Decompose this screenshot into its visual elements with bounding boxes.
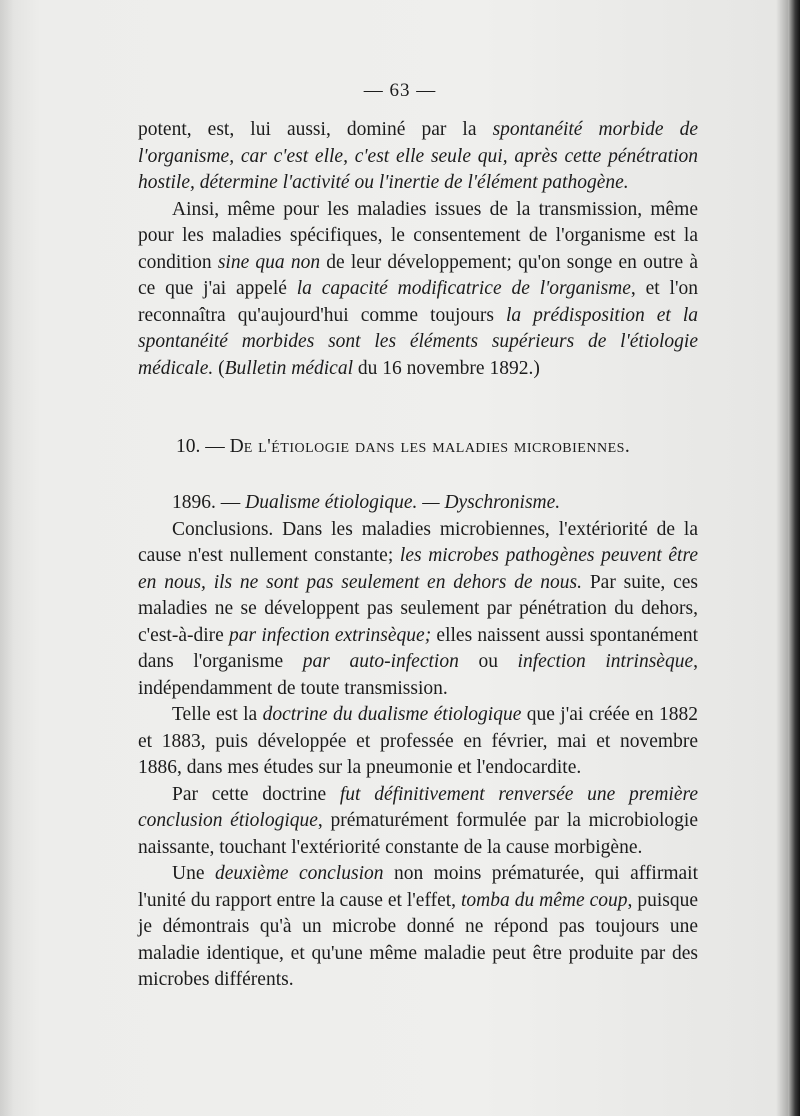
section-title: e l'étiologie dans les maladies microbiennes. <box>243 436 631 457</box>
italic-text: infection intrinsèque <box>517 651 694 672</box>
text-run: potent, est, lui aussi, dominé par la <box>138 119 493 140</box>
section-title-initial: D <box>229 436 244 457</box>
text-run: Par cette doctrine <box>172 783 340 805</box>
text-run: Par suite, ces maladies ne se développent pas seulement par pénétration du dehors, c'est-à-dire <box>138 571 698 646</box>
italic-text: par auto-infection <box>302 651 459 672</box>
text-block-bottom <box>138 490 698 994</box>
italic-text: Dualisme étiologique. — Dyschronisme. <box>245 492 561 513</box>
text-run: , indépendamment de toute transmission. <box>138 651 698 699</box>
paragraph <box>138 197 698 383</box>
italic-text: spontanéité morbide de l'organisme, car c'est elle, c'est elle seule qui, après cette pénétration hostile, détermine l'activité ou l'inertie de l'élément pathogène. <box>138 119 698 193</box>
italic-text: Bulletin médical <box>224 357 353 379</box>
text-run: que j'ai créée en 1882 et 1883, puis développée et professée en février, mai et novembre 1886, dans mes études sur la pneumonie et l'endocardite. <box>138 704 698 778</box>
text-run: non moins prématurée, qui affirmait l'unité du rapport entre la cause et l'effet, <box>138 863 698 911</box>
page-edge-shadow <box>788 0 800 1116</box>
italic-text: tomba du même coup <box>460 889 628 911</box>
text-run: 1896. — <box>172 492 246 513</box>
italic-text: sine qua non <box>217 251 321 273</box>
italic-text: par infection extrinsèque; <box>229 624 432 646</box>
italic-text: fut définitivement renversée une première conclusion étiologique <box>138 783 698 831</box>
paragraph <box>138 782 698 862</box>
italic-text: doctrine du dualisme étiologique <box>262 704 522 725</box>
text-run: , et l'on reconnaîtra qu'aujourd'hui comme toujours <box>138 278 698 326</box>
paragraph <box>138 117 698 197</box>
text-run: Ainsi, même pour les maladies issues de la transmission, même pour les maladies spécifiques, le consentement de l'organisme est la condition <box>138 198 698 273</box>
text-run: , prématurément formulée par la microbiologie naissante, touchant l'extériorité constante de la cause morbigène. <box>138 810 698 858</box>
text-run: du 16 novembre 1892.) <box>352 357 540 379</box>
page-number: — 63 — <box>363 80 437 101</box>
italic-text: deuxième conclusion <box>214 863 384 884</box>
paragraph <box>138 702 698 782</box>
text-run: elles naissent aussi spontanément dans l'organisme <box>138 624 698 672</box>
italic-text: les microbes pathogènes peuvent être en nous, ils ne sont pas seulement en dehors de nous. <box>138 545 698 593</box>
text-block-top <box>138 117 698 382</box>
paragraph <box>138 517 698 703</box>
text-run: Conclusions. Dans les maladies microbiennes, l'extériorité de la cause n'est nullement constante; <box>138 518 698 566</box>
text-run: Une <box>172 863 215 884</box>
italic-text: la capacité modificatrice de l'organisme <box>296 278 631 299</box>
paragraph <box>138 861 698 994</box>
text-run: , puisque je démontrais qu'à un microbe donné ne répond pas toujours une maladie identique, et qu'une même maladie peut être produite par des microbes différents. <box>138 889 698 990</box>
text-run: Telle est la <box>172 704 263 725</box>
text-run: ( <box>213 357 225 379</box>
italic-text: la prédisposition et la spontanéité morbides sont les éléments supérieurs de l'étiologie médicale. <box>138 304 698 379</box>
section-heading <box>138 434 698 460</box>
section-number: 10. — <box>176 436 230 457</box>
paragraph <box>138 490 698 517</box>
text-run: de leur développement; qu'on songe en outre à ce que j'ai appelé <box>138 251 698 299</box>
text-run: ou <box>458 651 518 672</box>
